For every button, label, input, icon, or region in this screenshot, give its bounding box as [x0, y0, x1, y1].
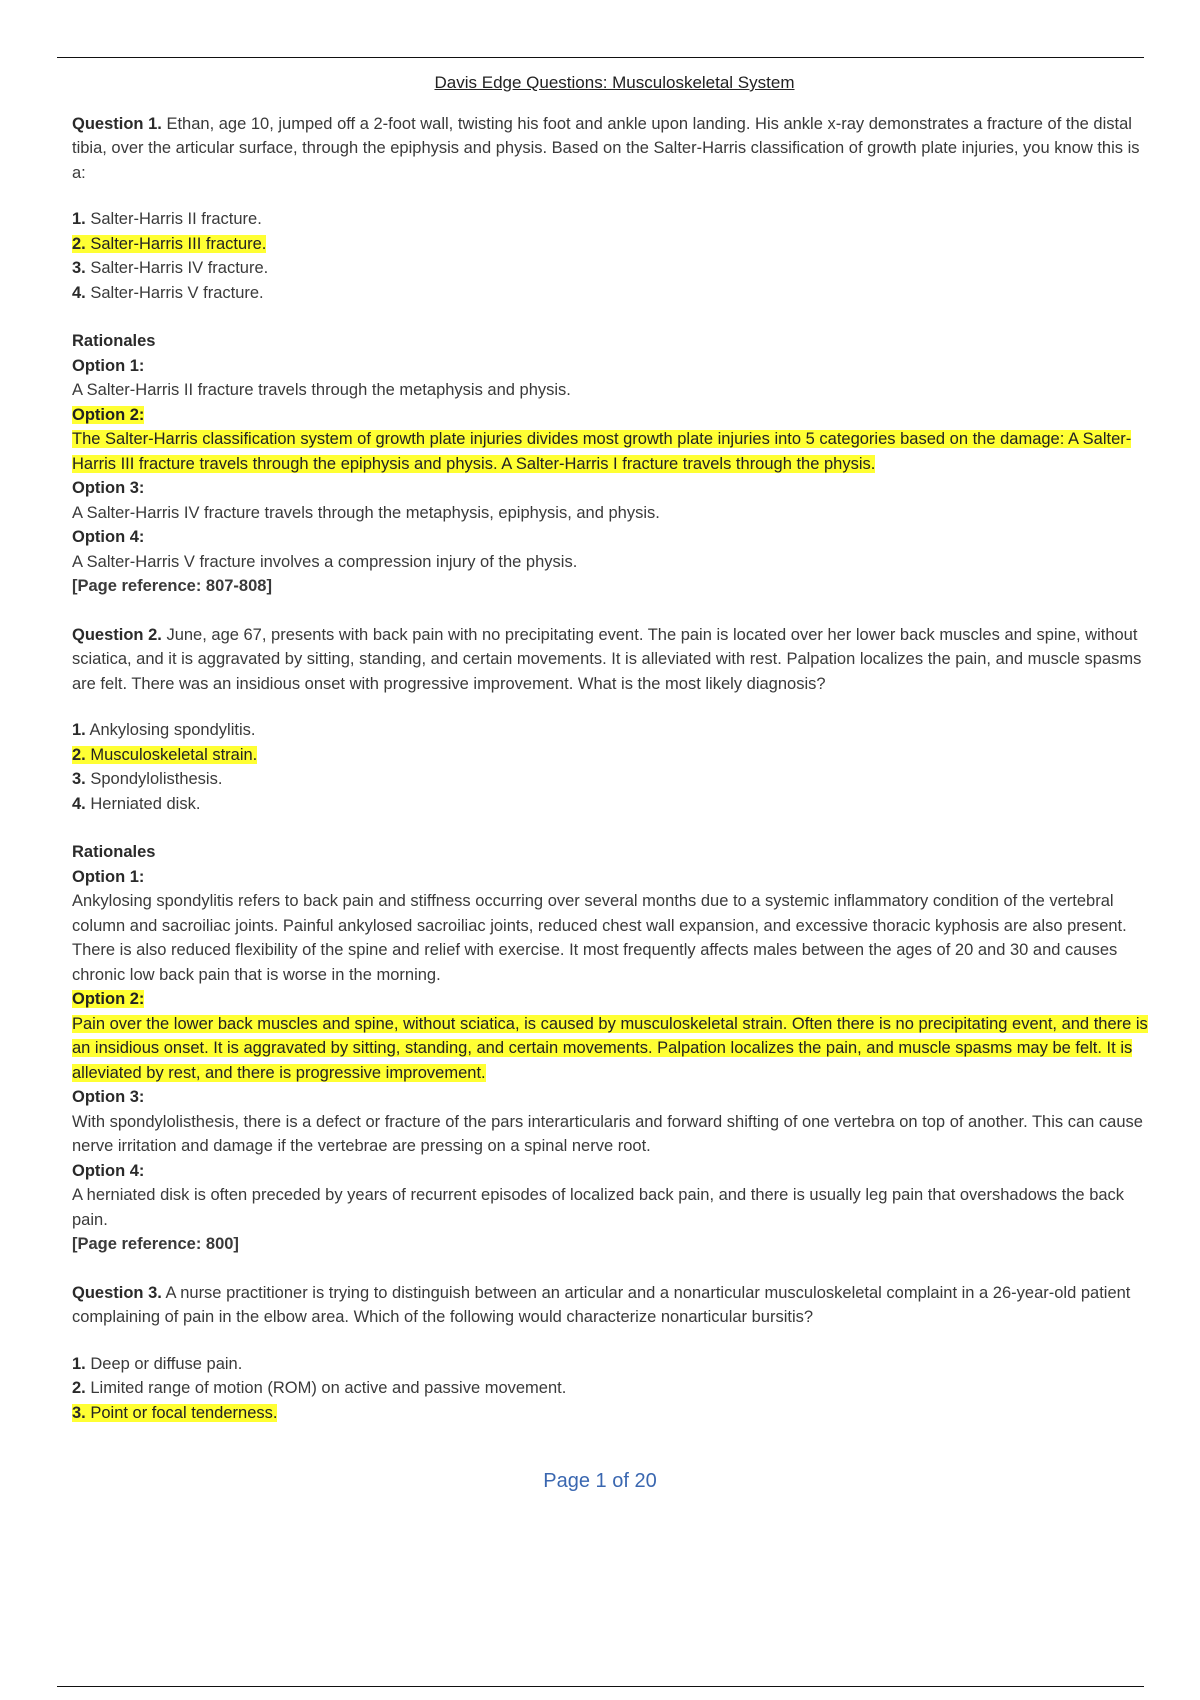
- answer-option: [72, 256, 1157, 281]
- question-text: A nurse practitioner is trying to distinguish between an articular and a nonarticular musculoskeletal complaint in a 26-year-old patient complaining of pain in the elbow area. Which of the following would characterize nonarticular bursitis?: [72, 1283, 1131, 1326]
- option-number: 2.: [72, 745, 86, 764]
- option-label: Option 4:: [72, 528, 145, 546]
- option-label: Option 1:: [72, 356, 145, 375]
- option-number: 2.: [72, 234, 86, 253]
- answer-options-1: [72, 207, 1157, 305]
- option-text: Salter-Harris IV fracture.: [85, 259, 269, 277]
- option-text: Salter-Harris V fracture.: [85, 283, 264, 302]
- question-1: [72, 112, 1157, 186]
- answer-option: [72, 792, 1157, 817]
- rationale-text: With spondylolisthesis, there is a defect or fracture of the pars interarticularis and forward shifting of one vertebra on top of another. This can cause nerve irritation and damage if the vertebrae are pressing on a spinal nerve root.: [72, 1112, 1143, 1155]
- highlight: [72, 1404, 277, 1422]
- option-text: Herniated disk.: [85, 794, 201, 813]
- option-text: Limited range of motion (ROM) on active and passive movement.: [85, 1379, 567, 1397]
- highlight: [72, 235, 266, 253]
- question-label: Question 3.: [72, 1283, 162, 1302]
- top-rule: [57, 57, 1144, 58]
- rationale-text: A Salter-Harris V fracture involves a compression injury of the physis.: [72, 552, 578, 571]
- answer-option-correct: [72, 1401, 1157, 1426]
- question-label: Question 1.: [72, 114, 162, 133]
- question-text: Ethan, age 10, jumped off a 2-foot wall, twisting his foot and ankle upon landing. His ankle x-ray demonstrates a fracture of the distal tibia, over the articular surface, through the epiphysis and physis. Based on the Salter-Harris classification of growth plate injuries, you know this is a:: [72, 114, 1140, 182]
- page-reference: [Page reference: 807-808]: [72, 577, 272, 595]
- option-text: Point or focal tenderness.: [85, 1403, 278, 1422]
- rationale-text: A Salter-Harris IV fracture travels through the metaphysis, epiphysis, and physis.: [72, 503, 660, 522]
- option-label: Option 4:: [72, 1161, 145, 1180]
- option-label: Option 3:: [72, 479, 145, 497]
- rationale-text: Ankylosing spondylitis refers to back pain and stiffness occurring over several months due to a systemic inflammatory condition of the vertebral column and sacroiliac joints. Painful ankylosed sacroiliac joints, reduced chest wall expansion, and excessive thoracic kyphosis are also present. There is also reduced flexibility of the spine and relief with exercise. It most frequently affects males between the ages of 20 and 30 and causes chronic low back pain that is worse in the morning.: [72, 892, 1127, 984]
- answer-option-correct: [72, 743, 1157, 768]
- option-label-correct: [72, 403, 1157, 428]
- option-label: Option 3:: [72, 1088, 145, 1106]
- question-label: Question 2.: [72, 625, 162, 644]
- answer-option: [72, 1376, 1157, 1401]
- option-label: Option 1:: [72, 867, 145, 886]
- answer-option: [72, 767, 1157, 792]
- rationales-heading: Rationales: [72, 843, 156, 861]
- highlight: The Salter-Harris classification system of growth plate injuries divides most growth plate injuries into 5 categories based on the damage: A Salter-Harris III fracture travels through the epiphysis and physis. A Salter-Harris I fracture travels through the physis.: [72, 430, 1132, 473]
- rationale-text-correct: [72, 427, 1157, 476]
- option-text: Spondylolisthesis.: [85, 770, 223, 788]
- option-text: Salter-Harris III fracture.: [85, 234, 267, 253]
- document-title: Davis Edge Questions: Musculoskeletal System: [434, 73, 795, 92]
- option-label-correct: [72, 987, 1157, 1012]
- option-text: Salter-Harris II fracture.: [85, 210, 262, 228]
- question-text: June, age 67, presents with back pain with no precipitating event. The pain is located over her lower back muscles and spine, without sciatica, and it is aggravated by sitting, standing, and certain movements. It is alleviated with rest. Palpation localizes the pain, and muscle spasms are felt. There was an insidious onset with progressive improvement. What is the most likely diagnosis?: [72, 625, 1142, 693]
- option-number: 1.: [72, 721, 86, 739]
- answer-options-3: [72, 1352, 1157, 1426]
- page-number-footer: Page 1 of 20: [543, 1470, 657, 1492]
- highlight: [72, 746, 257, 764]
- page-reference: [Page reference: 800]: [72, 1235, 239, 1253]
- answer-option: [72, 1352, 1157, 1377]
- option-text: Musculoskeletal strain.: [85, 745, 258, 764]
- answer-option: [72, 718, 1157, 743]
- option-number: 3.: [72, 259, 86, 277]
- rationales-heading: Rationales: [72, 332, 156, 350]
- bottom-rule: [57, 1686, 1144, 1687]
- answer-option: [72, 281, 1157, 306]
- highlight: Option 2:: [72, 405, 145, 424]
- answer-option: [72, 207, 1157, 232]
- option-number: 4.: [72, 794, 86, 813]
- option-text: Deep or diffuse pain.: [85, 1354, 243, 1373]
- option-number: 3.: [72, 770, 86, 788]
- rationales-1: [72, 329, 1157, 599]
- option-number: 3.: [72, 1403, 86, 1422]
- rationale-text: A Salter-Harris II fracture travels through the metaphysis and physis.: [72, 381, 571, 399]
- rationales-2: [72, 840, 1157, 1257]
- question-2: [72, 623, 1157, 697]
- question-3: [72, 1281, 1157, 1330]
- rationale-text-correct: [72, 1012, 1157, 1086]
- option-number: 4.: [72, 283, 86, 302]
- highlight: Pain over the lower back muscles and spine, without sciatica, is caused by musculoskeletal strain. Often there is no precipitating event, and there is an insidious onset. It is aggravated by sitting, standing, and certain movements. Palpation localizes the pain, and muscle spasms may be felt. It is alleviated by rest, and there is progressive improvement.: [72, 1014, 1148, 1082]
- option-number: 2.: [72, 1379, 86, 1397]
- answer-option-correct: [72, 232, 1157, 257]
- option-text: Ankylosing spondylitis.: [85, 721, 256, 739]
- option-number: 1.: [72, 1354, 86, 1373]
- highlight: Option 2:: [72, 990, 145, 1008]
- document-body: [72, 71, 1157, 1449]
- answer-options-2: [72, 718, 1157, 816]
- option-number: 1.: [72, 210, 86, 228]
- rationale-text: A herniated disk is often preceded by years of recurrent episodes of localized back pain, and there is usually leg pain that overshadows the back pain.: [72, 1186, 1125, 1229]
